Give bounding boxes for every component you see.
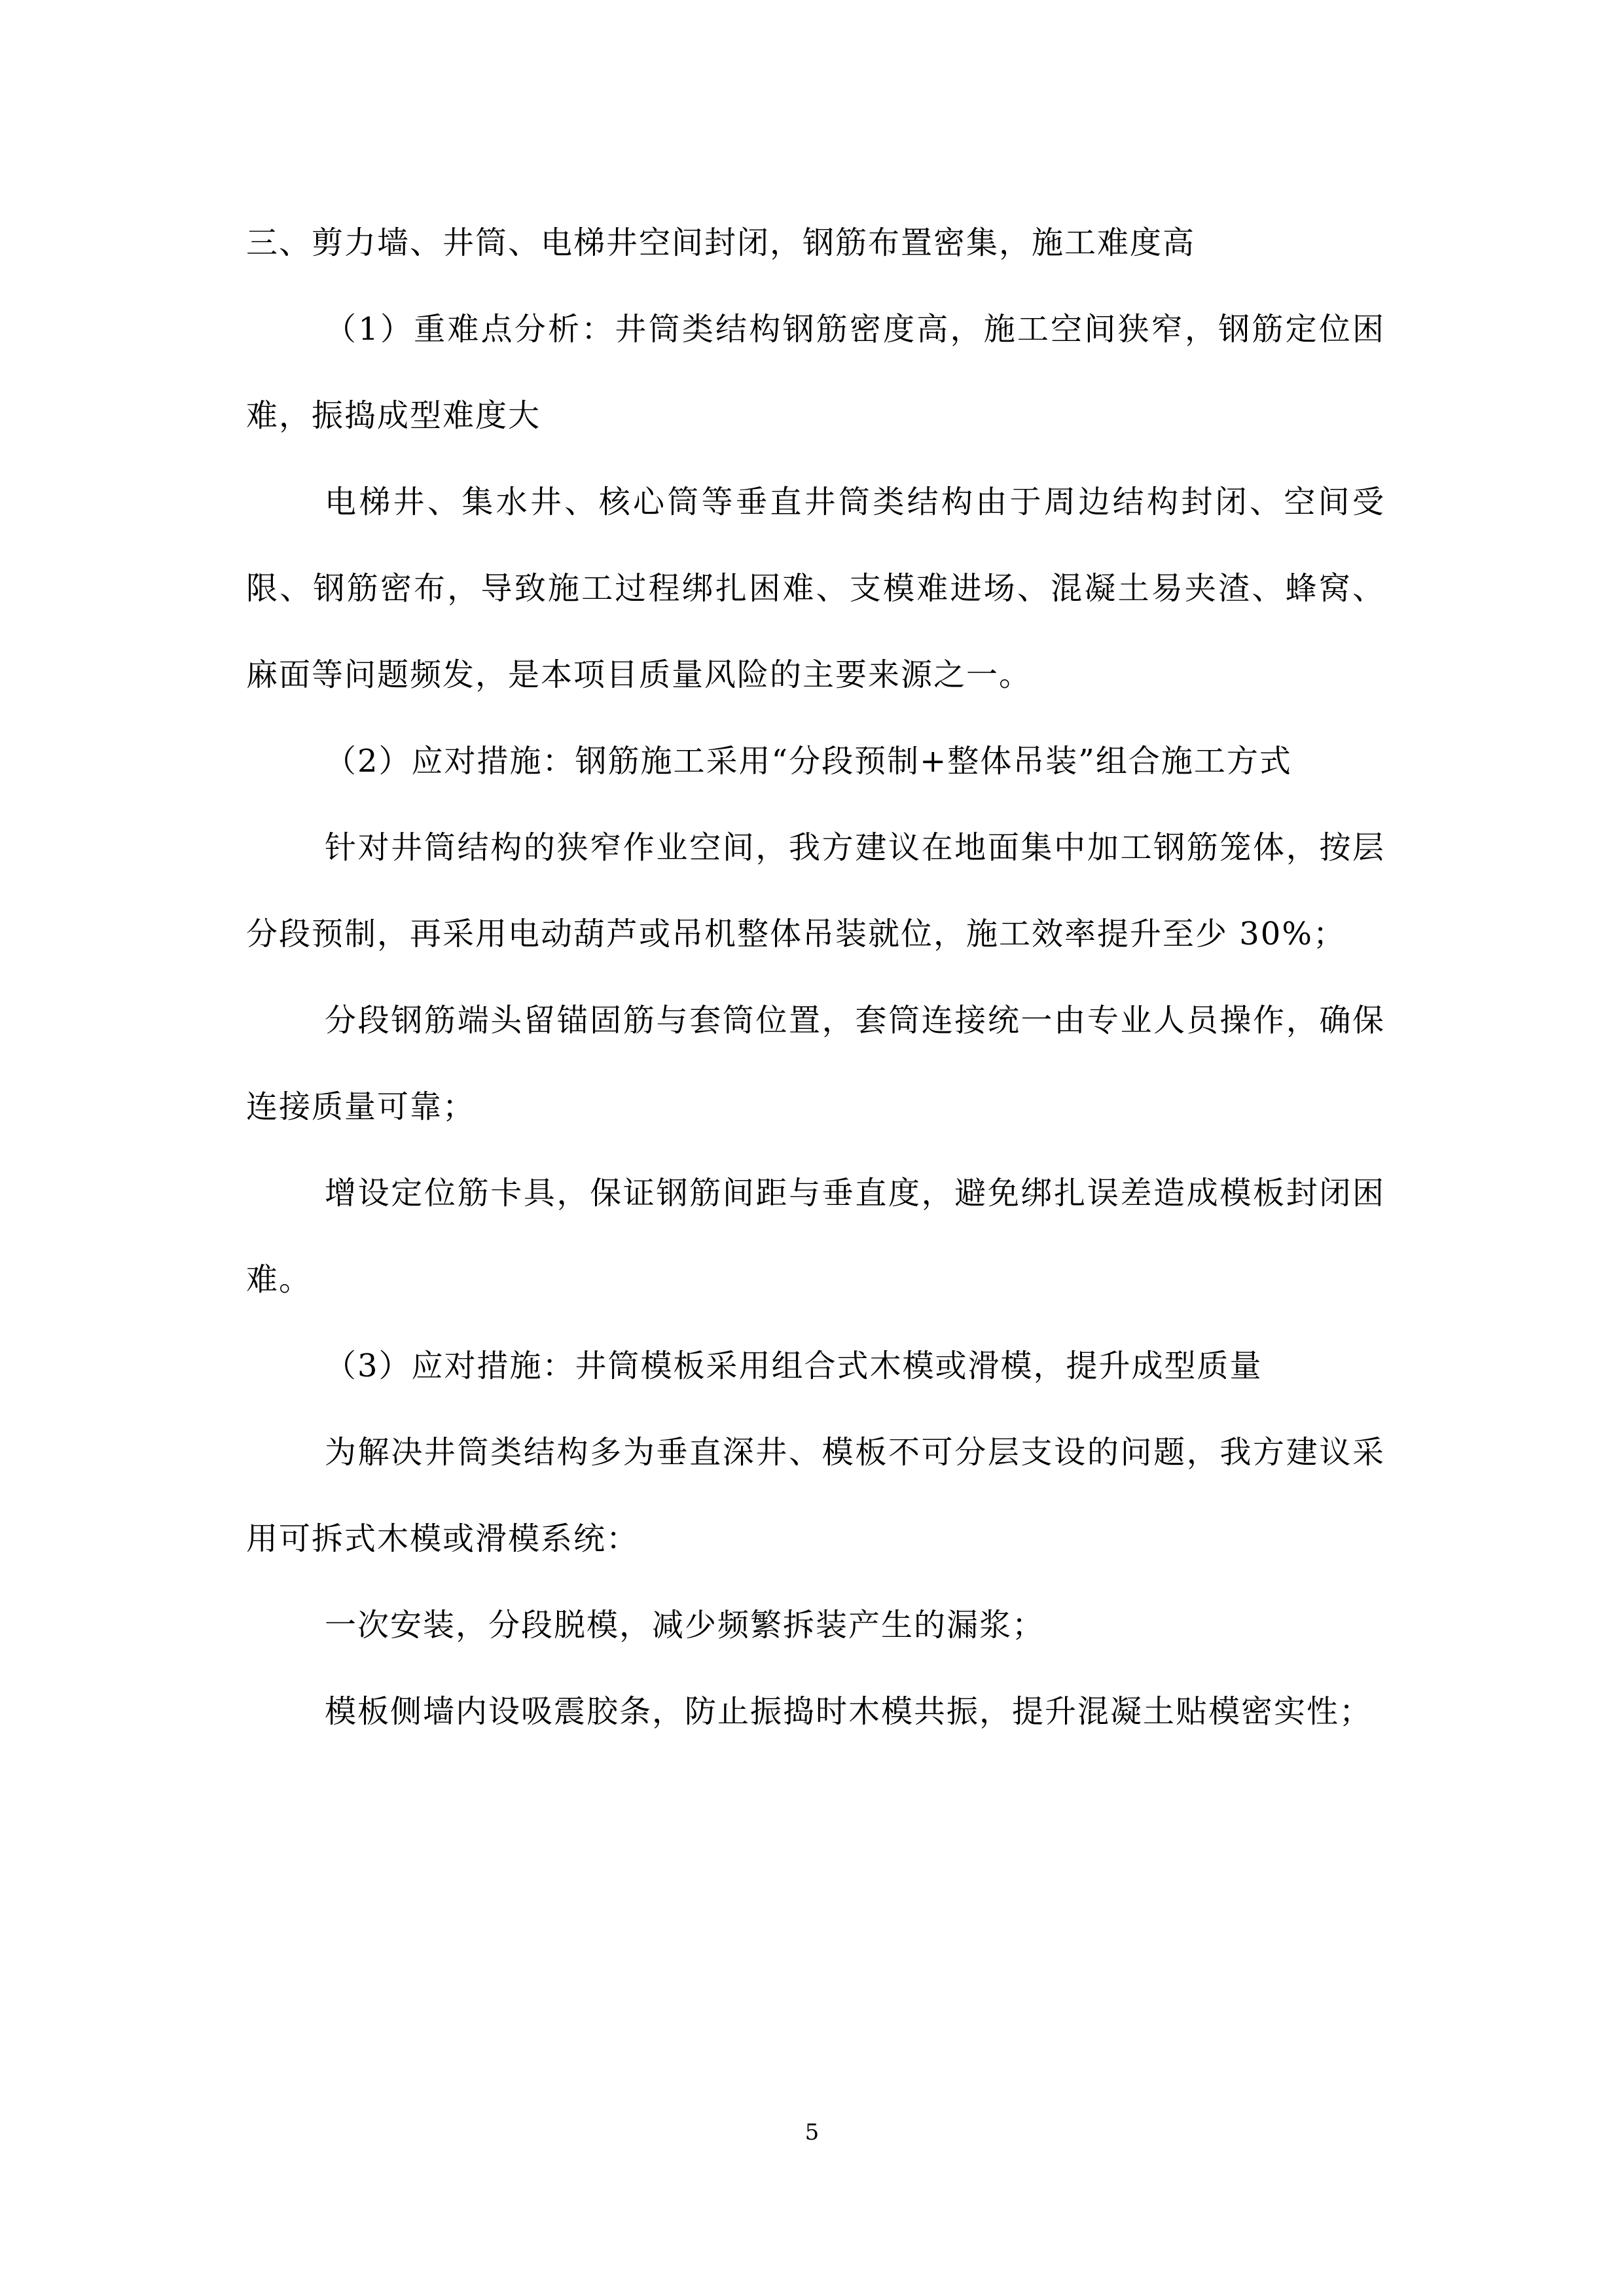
paragraph: 为解决井筒类结构多为垂直深井、模板不可分层支设的问题，我方建议采用可拆式木模或滑模系统： [246, 1434, 1385, 1557]
paragraph: 一次安装，分段脱模，减少频繁拆装产生的漏浆； [325, 1607, 1045, 1643]
page-number: 5 [804, 2119, 820, 2145]
paragraph: 模板侧墙内设吸震胶条，防止振捣时木模共振，提升混凝土贴模密实性； [325, 1693, 1373, 1730]
subheading-difficulty-analysis: （1）重难点分析：井筒类结构钢筋密度高，施工空间狭窄，钢筋定位困难，振捣成型难度大 [246, 311, 1385, 434]
body-text [246, 200, 1385, 1755]
paragraph: 增设定位筋卡具，保证钢筋间距与垂直度，避免绑扎误差造成模板封闭困难。 [246, 1175, 1385, 1298]
section-heading: 三、剪力墙、井筒、电梯井空间封闭，钢筋布置密集，施工难度高 [246, 224, 1196, 261]
subheading-formwork-measure: （3）应对措施：井筒模板采用组合式木模或滑模，提升成型质量 [325, 1348, 1263, 1384]
paragraph: 电梯井、集水井、核心筒等垂直井筒类结构由于周边结构封闭、空间受限、钢筋密布，导致施工过程绑扎困难、支模难进场、混凝土易夹渣、蜂窝、麻面等问题频发，是本项目质量风险的主要来源之一。 [246, 484, 1385, 693]
subheading-rebar-measure: （2）应对措施：钢筋施工采用“分段预制+整体吊装”组合施工方式 [325, 743, 1292, 780]
paragraph: 针对井筒结构的狭窄作业空间，我方建议在地面集中加工钢筋笼体，按层分段预制，再采用电动葫芦或吊机整体吊装就位，施工效率提升至少 30%； [246, 829, 1385, 952]
paragraph: 分段钢筋端头留锚固筋与套筒位置，套筒连接统一由专业人员操作，确保连接质量可靠； [246, 1002, 1385, 1125]
